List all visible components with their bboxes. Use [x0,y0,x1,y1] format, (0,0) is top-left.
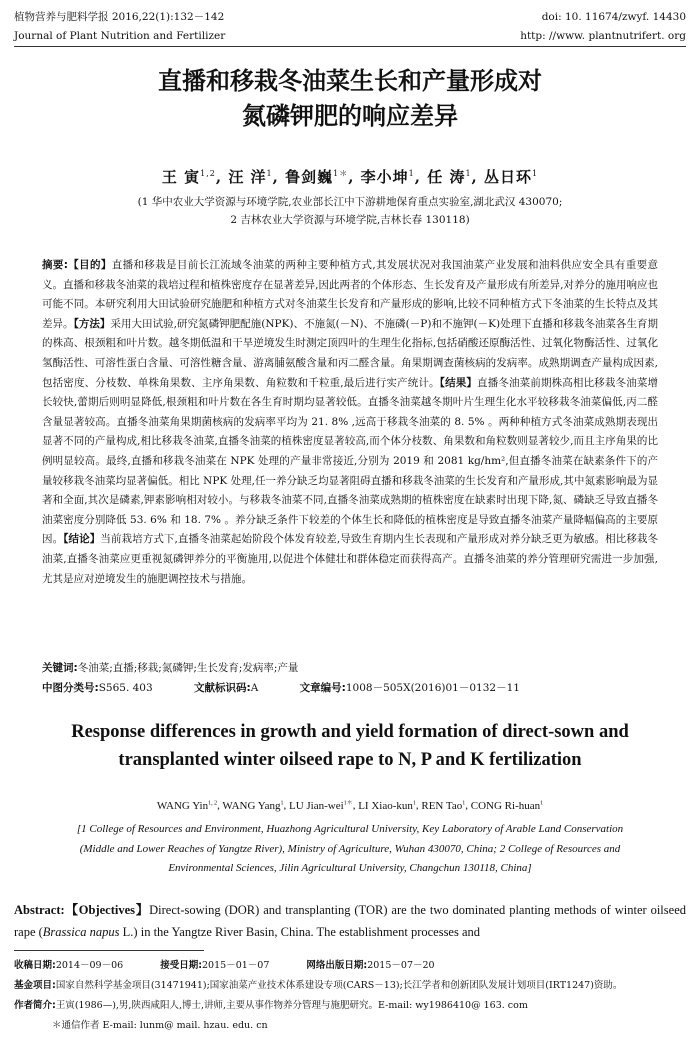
journal-citation: 植物营养与肥料学报 2016,22(1):132－142 [14,11,225,23]
journal-url[interactable]: http: //www. plantnutrifert. org [520,30,686,42]
clc-code: S565. 403 [98,682,153,694]
dates-row [14,956,686,976]
clc-label: 中图分类号: [42,682,99,694]
received-date: 2014－09－06 [55,960,124,971]
received-label: 收稿日期: [14,960,56,971]
article-number: 1008－505X(2016)01－0132－11 [345,682,520,694]
english-abstract [14,900,686,943]
author-bio-label: 作者简介: [14,1000,56,1011]
author: 任 涛$^1$ [427,168,472,186]
abstract-label: Abstract: [14,903,65,917]
corresponding-author: ＊通信作者 E-mail: lunm@ mail. hzau. edu. cn [52,1020,268,1031]
author: 王 寅$^{1,2}$ [161,168,216,186]
author: CONG Ri-huan$^1$ [470,799,544,812]
conclusion-text: 当前栽培方式下,直播冬油菜起始阶段个体发育较差,导致生育期内生长表现和产量形成对养分缺乏更为敏感。相比移栽冬油菜,直播冬油菜应更重视氮磷钾养分的平衡施用,以促进个体健壮和群体稳定而获得高产。直播冬油菜的养分管理研究需进一步加强,尤其是应对逆境发生的施肥调控技术与措施。 [42,533,659,585]
doc-code-label: 文献标识码: [194,682,251,694]
funding-row [14,976,686,996]
english-title [0,718,700,774]
fund-label: 基金项目: [14,980,56,991]
abstract-text: Direct-sowing (DOR) and transplanting (TOR) are the two dominated planting methods of winter oilseed rape ( [14,903,686,939]
keywords-text: 冬油菜;直播;移栽;氮磷钾;生长发育;发病率;产量 [77,662,299,674]
objective-label: 【Objectives】 [64,903,150,917]
author: 李小坤$^1$ [360,168,415,186]
journal-name-en: Journal of Plant Nutrition and Fertilizer [14,30,226,42]
method-label: 【方法】 [73,317,111,330]
keywords-label: 关键词: [42,662,78,674]
affiliation-line-2: 2 吉林农业大学资源与环境学院,吉林长春 130118) [230,214,470,226]
accepted-date: 2015－01－07 [202,960,270,971]
keywords [42,659,658,678]
fund-text: 国家自然科学基金项目(31471941);国家油菜产业技术体系建设专项(CARS－13);长江学者和创新团队发展计划项目(IRT1247)资助。 [55,980,623,991]
author: 鲁剑巍$^{1*}$ [285,168,349,186]
doc-code: A [250,682,259,694]
running-header [14,10,686,43]
affiliation-line-1: [1 College of Resources and Environment, Huazhong Agricultural University, Key Laboratory of Arable Land Conservation [76,823,624,835]
chinese-title-line-1: 直播和移栽冬油菜生长和产量形成对 [158,67,542,95]
online-label: 网络出版日期: [306,960,368,971]
footnote-divider [14,950,204,951]
article-number-label: 文章编号: [299,682,346,694]
online-date: 2015－07－20 [367,960,435,971]
result-text: 直播冬油菜前期株高相比移栽冬油菜增长较快,蕾期后则明显降低,根颈粗和叶片数在各生育时期均显著较低。直播冬油菜越冬期叶片生理生化水平较移栽冬油菜偏低,丙二醛含量显著较高。直播冬油菜角果期菌核病的发病率平均为 21. 8% ,远高于移栽冬油菜的 8. 5% 。两种种植方式冬油菜成熟期表现出显著不同的产量构成,相比移栽冬油菜,直播冬油菜的植株密度显著较高,而个体分枝数、角果数和角粒数则显著较少,而且主序角果的比例明显较高。最终,直播和移栽冬油菜在 NPK 处理的产量非常接近,分别为 2019 和 2081 kg/hm²,但直播冬油菜在缺素条件下的产量较移栽冬油菜均显著偏低。相比 NPK 处理,任一养分缺乏均显著阻碍直播和移栽冬油菜的生长发育和产量形成,其中氮素影响最为显著和全面,其次是磷素,钾素影响相对较小。与移栽冬油菜不同,直播冬油菜成熟期的植株密度在缺素时出现下降,氮、磷缺乏导致直播冬油菜密度分别降低 53. 6% 和 18. 7% 。养分缺乏条件下较差的个体生长和降低的植株密度是导致直播冬油菜产量降幅偏高的主要原因。 [42,376,659,546]
chinese-affiliations [0,193,700,229]
conclusion-label: 【结论】 [63,533,101,546]
footnotes [14,956,686,1036]
abstract-label: 摘要: [42,259,68,271]
doi[interactable]: doi: 10. 11674/zwyf. 14430 [541,11,686,23]
author: LI Xiao-kun$^1$ [358,799,416,812]
classification-codes [42,679,658,698]
author: 丛日环$^1$ [484,168,539,186]
objective-label: 【目的】 [67,259,112,271]
result-label: 【结果】 [439,376,478,389]
author: LU Jian-wei$^{1*}$ [288,799,353,812]
header-divider [14,46,686,47]
species-name: Brassica napus [42,924,120,939]
abstract-text-continued: L.) in the Yangtze River Basin, China. The establishment processes and [119,924,481,939]
chinese-title [0,64,700,134]
accepted-label: 接受日期: [160,960,203,971]
author: 汪 洋$^1$ [228,168,273,186]
english-title-line-2: transplanted winter oilseed rape to N, P and K fertilization [118,750,582,770]
affiliation-line-2: (Middle and Lower Reaches of Yangtze River), Ministry of Agriculture, Wuhan 430070, China; 2 College of Resources and [79,842,621,855]
chinese-author-list: 王 寅$^{1,2}$, 汪 洋$^1$, 鲁剑巍$^{1*}$, 李小坤$^1$, 任 涛$^1$, 丛日环$^1$ [161,168,539,186]
objective-text: 直播和移栽是目前长江流域冬油菜的两种主要种植方式,其发展状况对我国油菜产业发展和油料供应安全具有重要意义。直播和移栽冬油菜的栽培过程和植株密度存在显著差异,因此两者的个体形态、生长发育及产量形成有所差异,对养分的施用响应也可能不同。本研究利用大田试验研究施肥和种植方式对冬油菜生长发育和产量形成的影响,比较不同种植方式下冬油菜的生长特点及其差异。 [42,259,658,330]
affiliation-line-1: (1 华中农业大学资源与环境学院,农业部长江中下游耕地保育重点实验室,湖北武汉 430070; [137,196,563,208]
method-text: 采用大田试验,研究氮磷钾肥配施(NPK)、不施氮(－N)、不施磷(－P)和不施钾(－K)处理下直播和移栽冬油菜各生育期的株高、根颈粗和叶片数。越冬期低温和干旱逆境发生时测定顶四叶的生理生化指标,包括硝酸还原酶活性、过氧化物酶活性、过氧化氢酶活性、可溶性蛋白含量、可溶性糖含量、游离脯氨酸含量和丙二醛含量。角果期调查菌核病的发病率。成熟期调查产量构成因素,包括密度、分枝数、单株角果数、主序角果数、角粒数和千粒重,最后进行实产统计。 [42,317,659,389]
author: WANG Yang$^1$ [222,799,284,812]
chinese-title-line-2: 氮磷钾肥的响应差异 [242,102,458,130]
author: REN Tao$^1$ [421,799,466,812]
english-affiliations [30,820,670,879]
author-bio-row [14,996,686,1016]
english-title-line-1: Response differences in growth and yield formation of direct-sown and [71,722,629,742]
english-author-list: WANG Yin$^{1, 2}$, WANG Yang$^1$, LU Jian-wei$^{1*}$, LI Xiao-kun$^1$, REN Tao$^1$, CONG Ri-huan$^1$ [156,799,544,812]
author: WANG Yin$^{1, 2}$ [156,799,218,812]
affiliation-line-3: Environmental Sciences, Jilin Agricultural University, Changchun 130118, China] [168,862,532,874]
author-bio-text: 王寅(1986—),男,陕西咸阳人,博士,讲师,主要从事作物养分管理与施肥研究。E-mail: wy1986410@ 163. com [55,1000,528,1011]
chinese-abstract [42,256,658,589]
